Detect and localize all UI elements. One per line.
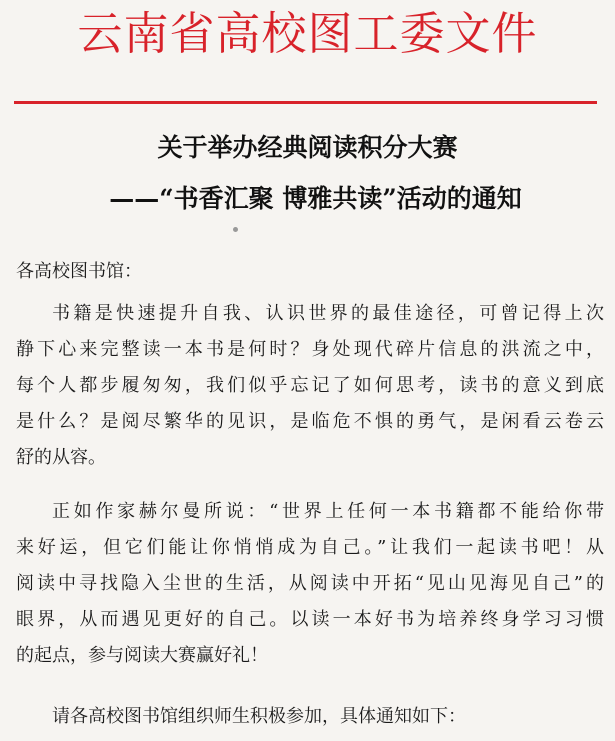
salutation: 各高校图书馆： — [16, 261, 142, 282]
paragraph-1 — [16, 296, 604, 476]
document-header-title: 云南省高校图工委文件 — [77, 7, 538, 60]
paragraph-2-line: 阅读中寻找隐入尘世的生活，从阅读中开拓“见山见海见自己”的 — [16, 573, 604, 594]
paragraph-1-line: 是什么？是阅尽繁华的见识，是临危不惧的勇气，是闲看云卷云 — [16, 411, 604, 432]
paragraph-1-line: 静下心来完整读一本书是何时？身处现代碎片信息的洪流之中， — [16, 339, 604, 360]
paragraph-2 — [16, 494, 604, 674]
notice-title-line1: 关于举办经典阅读积分大赛 — [157, 133, 458, 162]
paragraph-2-line: 正如作家赫尔曼所说：“世界上任何一本书籍都不能给你带 — [52, 501, 604, 522]
header-red-rule — [14, 101, 597, 104]
notice-title-line2: ——“书香汇聚 博雅共读”活动的通知 — [109, 184, 522, 213]
paragraph-2-line: 来好运，但它们能让你悄悄成为自己。”让我们一起读书吧！从 — [16, 537, 604, 558]
scan-speck — [233, 227, 238, 232]
paragraph-2-line: 眼界，从而遇见更好的自己。以读一本好书为培养终身学习习惯 — [16, 609, 604, 630]
paragraph-3 — [16, 699, 604, 735]
paragraph-3-line: 请各高校图书馆组织师生积极参加，具体通知如下： — [52, 706, 466, 727]
paragraph-1-line: 舒的从容。 — [16, 447, 106, 468]
paragraph-2-line: 的起点，参与阅读大赛赢好礼！ — [16, 645, 268, 666]
paragraph-1-line: 书籍是快速提升自我、认识世界的最佳途径，可曾记得上次 — [52, 303, 604, 324]
paragraph-1-line: 每个人都步履匆匆，我们似乎忘记了如何思考，读书的意义到底 — [16, 375, 604, 396]
